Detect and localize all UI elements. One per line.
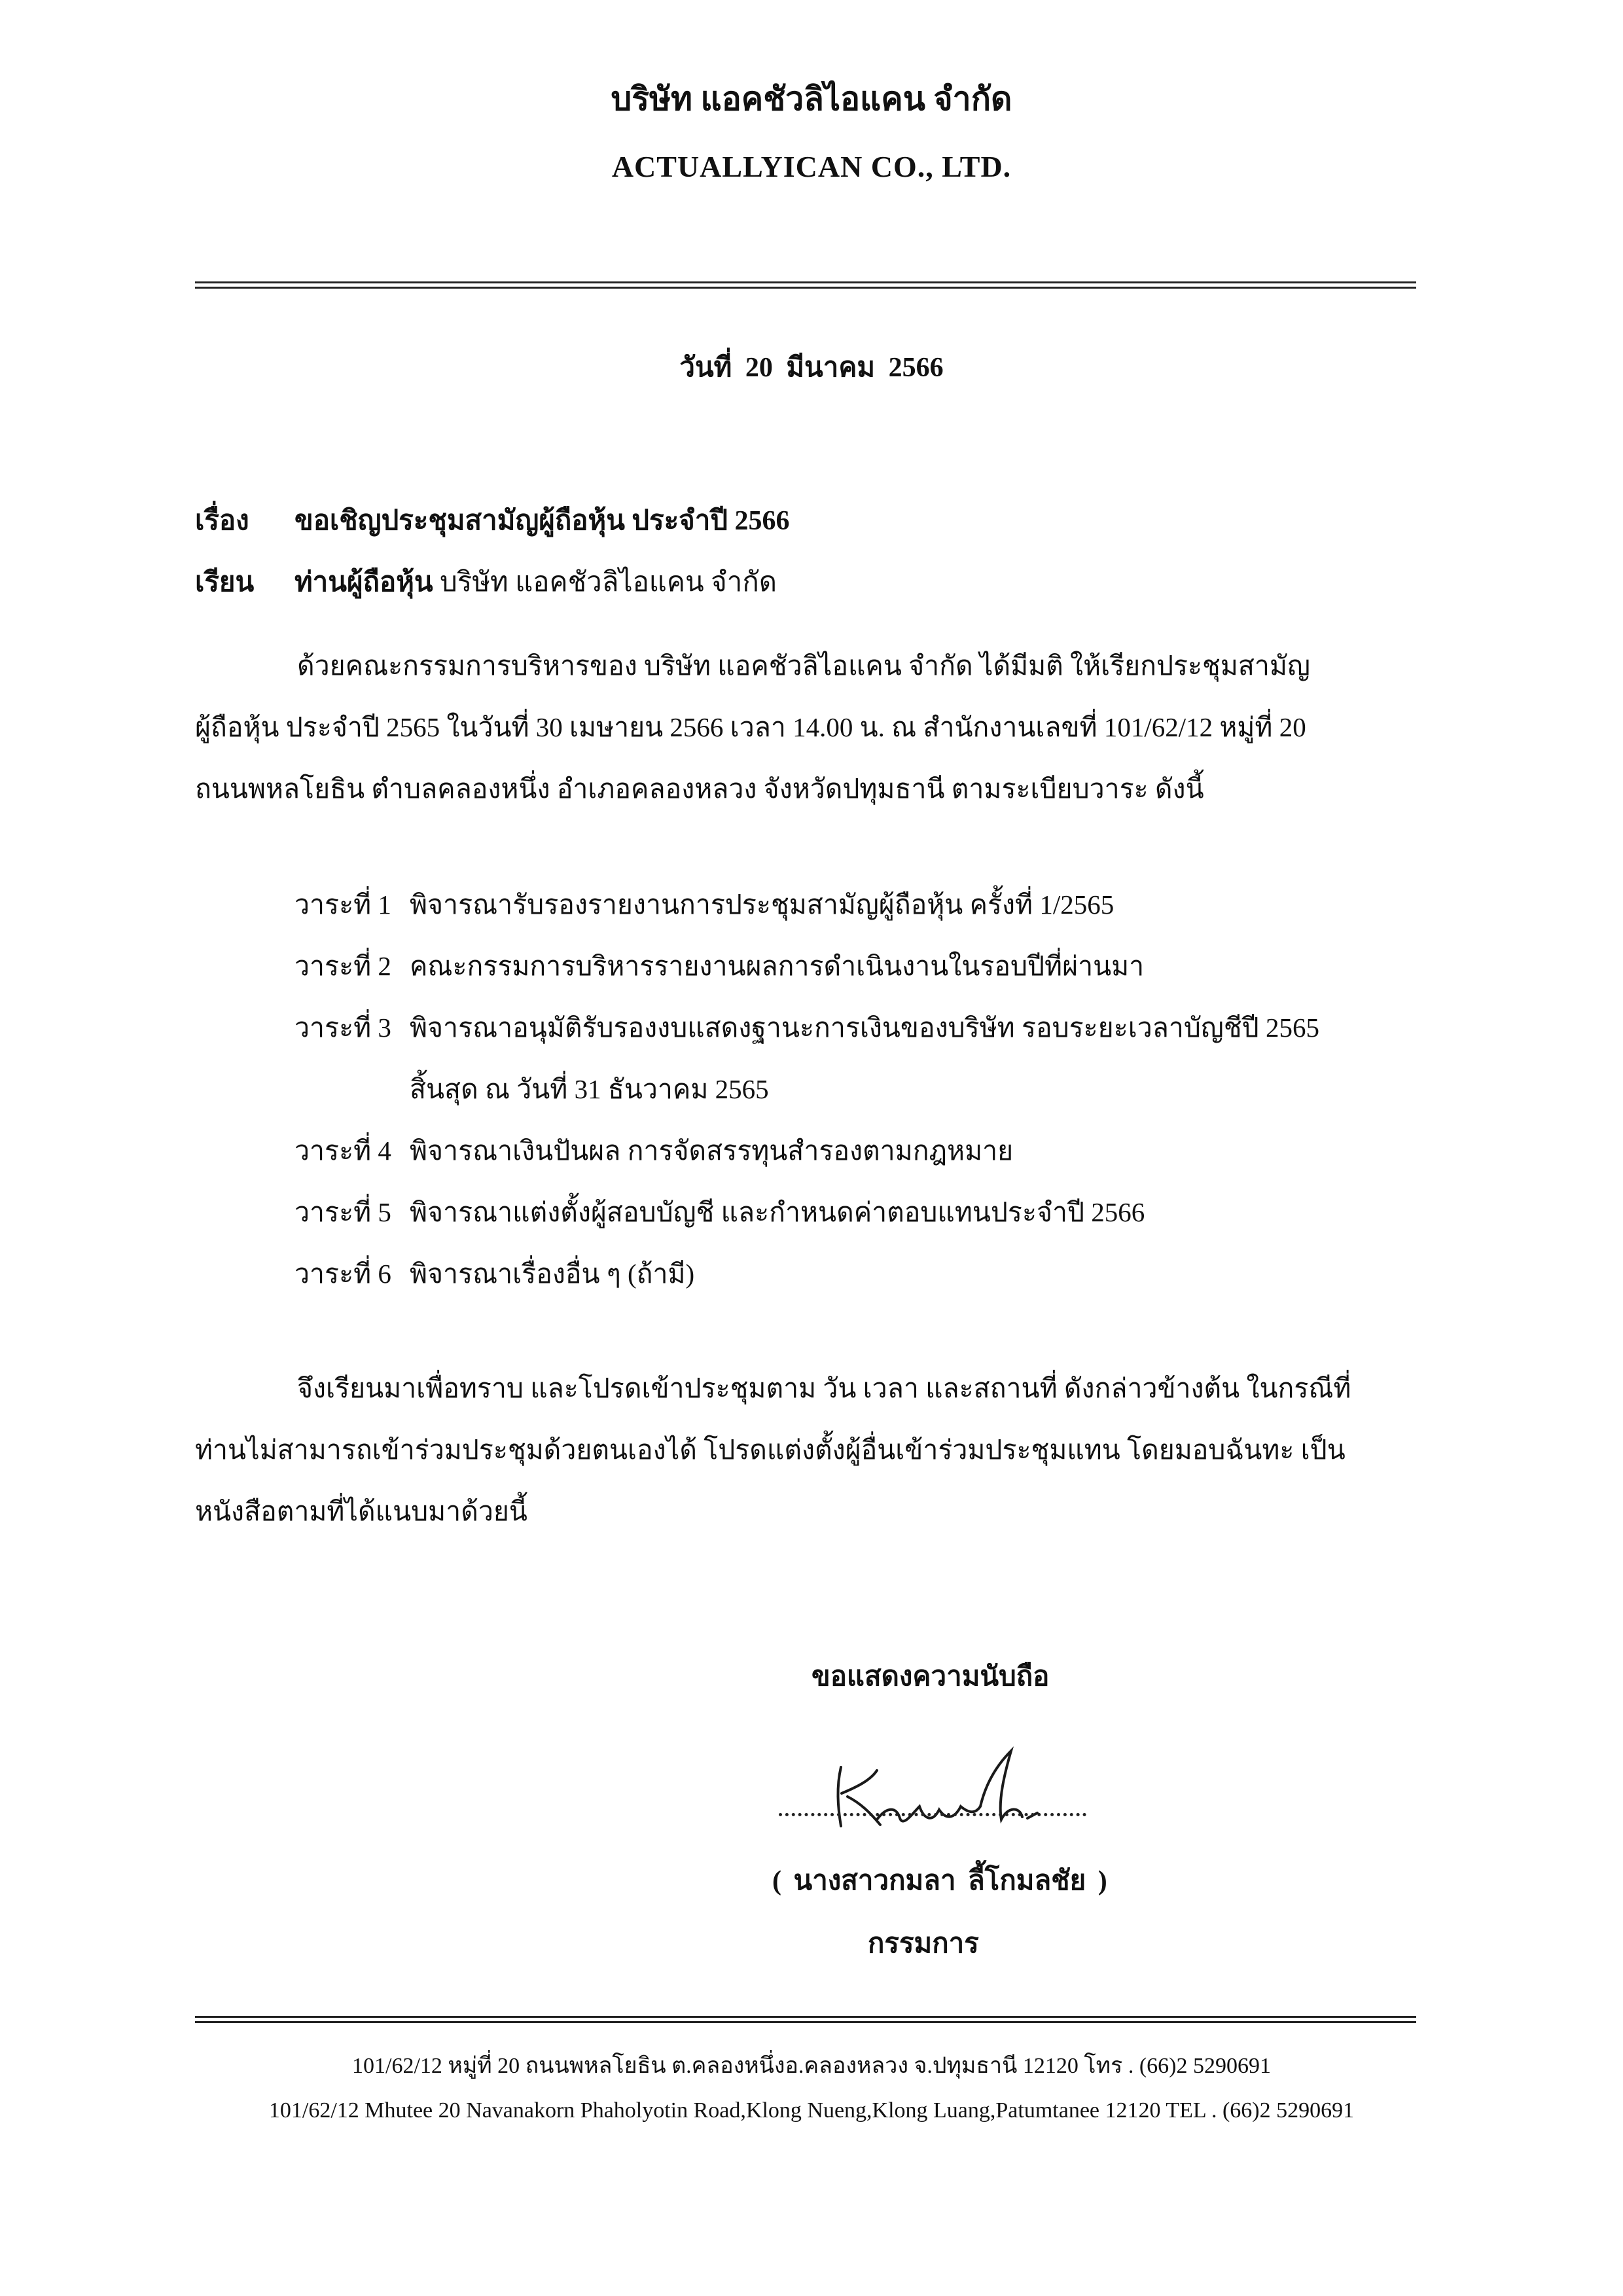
agenda-text: พิจารณารับรองรายงานการประชุมสามัญผู้ถือหุ้น ครั้งที่ 1/2565: [410, 889, 1115, 920]
signature-dotted-line: [779, 1813, 1086, 1816]
agenda-item: [294, 874, 1319, 935]
intro-line: ผู้ถือหุ้น ประจำปี 2565 ในวันที่ 30 เมษายน 2566 เวลา 14.00 น. ณ สำนักงานเลขที่ 101/62/12 หมู่ที่ 20: [195, 712, 1306, 742]
recipient-bold-text: ท่านผู้ถือหุ้น: [294, 567, 433, 598]
agenda-list: [294, 874, 1319, 1304]
agenda-text: พิจารณาอนุมัติรับรองงบแสดงฐานะการเงินของบริษัท รอบระยะเวลาบัญชีปี 2565: [410, 1013, 1319, 1043]
intro-paragraph: [195, 635, 1419, 819]
agenda-text: พิจารณาเรื่องอื่น ๆ (ถ้ามี): [410, 1259, 695, 1289]
company-name-thai: บริษัท แอคชัวลิไอแคน จำกัด: [611, 81, 1012, 117]
subject-text: ขอเชิญประชุมสามัญผู้ถือหุ้น ประจำปี 2566: [294, 506, 790, 536]
agenda-item: [294, 1243, 1319, 1304]
letter-date: วันที่ 20 มีนาคม 2566: [679, 353, 944, 383]
closing-paragraph: [195, 1357, 1419, 1542]
agenda-number: วาระที่ 5: [294, 1197, 391, 1227]
intro-line: ด้วยคณะกรรมการบริหารของ บริษัท แอคชัวลิไอแคน จำกัด ได้มีมติ ให้เรียกประชุมสามัญ: [297, 651, 1310, 681]
agenda-number: วาระที่ 2: [294, 951, 391, 981]
agenda-text: พิจารณาเงินปันผล การจัดสรรทุนสำรองตามกฎหมาย: [410, 1136, 1014, 1166]
agenda-number: วาระที่ 6: [294, 1259, 391, 1289]
recipient-text: บริษัท แอคชัวลิไอแคน จำกัด: [440, 567, 777, 598]
agenda-number: วาระที่ 1: [294, 889, 391, 920]
header-divider: [195, 281, 1416, 292]
footer-address-english: 101/62/12 Mhutee 20 Navanakorn Phaholyotin Road,Klong Nueng,Klong Luang,Patumtanee 12120 TEL . (66)2 5290691: [268, 2098, 1355, 2123]
agenda-text: คณะกรรมการบริหารรายงานผลการดำเนินงานในรอบปีที่ผ่านมา: [410, 951, 1145, 981]
agenda-item: [294, 1181, 1319, 1243]
agenda-text: พิจารณาแต่งตั้งผู้สอบบัญชี และกำหนดค่าตอบแทนประจำปี 2566: [410, 1197, 1145, 1227]
intro-line: ถนนพหลโยธิน ตำบลคลองหนึ่ง อำเภอคลองหลวง จังหวัดปทุมธานี ตามระเบียบวาระ ดังนี้: [195, 774, 1204, 804]
signer-name: ( นางสาวกมลา ลี้โกมลชัย ): [772, 1866, 1107, 1896]
handwritten-signature: [779, 1715, 1093, 1852]
signer-title: กรรมการ: [868, 1929, 979, 1959]
agenda-continuation: สิ้นสุด ณ วันที่ 31 ธันวาคม 2565: [410, 1074, 769, 1104]
footer-divider: [195, 2016, 1416, 2026]
closing-line: ท่านไม่สามารถเข้าร่วมประชุมด้วยตนเองได้ โปรดแต่งตั้งผู้อื่นเข้าร่วมประชุมแทน โดยมอบฉันทะ เป็น: [195, 1435, 1346, 1465]
subject-label: เรื่อง: [195, 506, 249, 536]
recipient-label: เรียน: [195, 567, 255, 598]
agenda-item: [294, 935, 1319, 997]
agenda-item: [294, 1120, 1319, 1181]
closing-salutation: ขอแสดงความนับถือ: [812, 1662, 1050, 1692]
agenda-number: วาระที่ 4: [294, 1136, 391, 1166]
closing-line: หนังสือตามที่ได้แนบมาด้วยนี้: [195, 1496, 527, 1526]
agenda-item: [294, 997, 1319, 1058]
agenda-number: วาระที่ 3: [294, 1013, 391, 1043]
recipient-line: [195, 560, 777, 603]
closing-line: จึงเรียนมาเพื่อทราบ และโปรดเข้าประชุมตาม วัน เวลา และสถานที่ ดังกล่าวข้างต้น ในกรณีที่: [297, 1373, 1351, 1403]
subject-line: [195, 499, 790, 542]
footer-address-thai: 101/62/12 หมู่ที่ 20 ถนนพหลโยธิน ต.คลองหนึ่งอ.คลองหลวง จ.ปทุมธานี 12120 โทร . (66)2 5290691: [352, 2054, 1271, 2078]
company-name-english: ACTUALLYICAN CO., LTD.: [611, 150, 1012, 183]
